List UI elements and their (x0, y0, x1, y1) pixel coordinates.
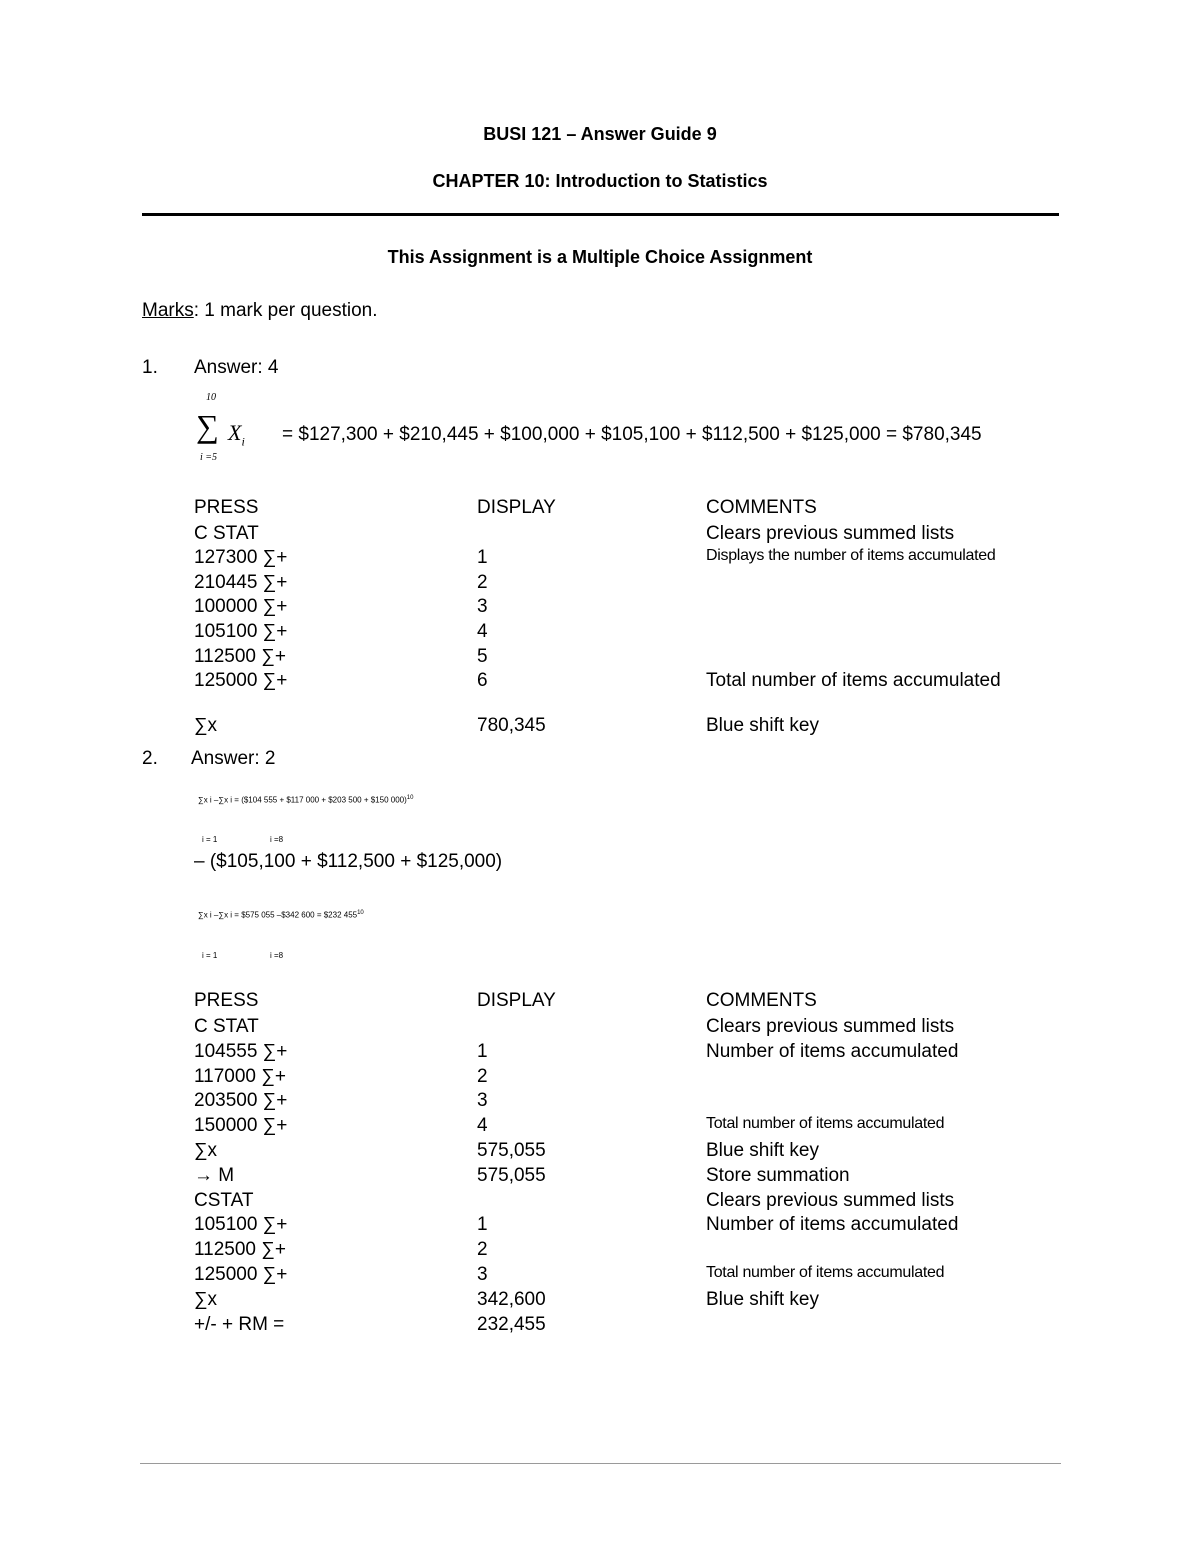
q1-sum-variable: $X_i$ (228, 420, 245, 449)
q1-header-display: DISPLAY (477, 497, 556, 518)
q2-header-press: PRESS (194, 990, 259, 1011)
q2-row-7-comment: Store summation (706, 1165, 850, 1186)
q2-row-6-comment: Blue shift key (706, 1140, 819, 1161)
q2-row-6-display: 575,055 (477, 1140, 546, 1161)
q1-row-6-display: 5 (477, 646, 488, 667)
q1-final-comment: Blue shift key (706, 715, 819, 736)
marks-text: : 1 mark per question. (193, 300, 378, 321)
q1-row-2-display: 1 (477, 547, 488, 568)
q1-row-7-press: 125000 ∑+ (194, 670, 288, 691)
q2-formula-2-lower-a: i = 1 (202, 951, 218, 960)
q2-row-10-display: 2 (477, 1239, 488, 1260)
q2-row-5-display: 4 (477, 1115, 488, 1136)
q2-row-1-press: C STAT (194, 1016, 259, 1037)
q1-row-3-press: 210445 ∑+ (194, 572, 288, 593)
q2-row-13-display: 232,455 (477, 1314, 546, 1335)
q2-row-9-display: 1 (477, 1214, 488, 1235)
q2-formula-2: ∑x i –∑x i = $575 055 –$342 600 = $232 $455^{10}$ (198, 910, 364, 920)
q2-row-7-display: 575,055 (477, 1165, 546, 1186)
q2-row-11-press: 125000 ∑+ (194, 1264, 288, 1285)
q2-row-4-press: 203500 ∑+ (194, 1090, 288, 1111)
q2-formula-1-lower-a: i = 1 (202, 835, 218, 844)
q2-formula-1-continued: – ($105,100 + $112,500 + $125,000) (194, 851, 503, 872)
q2-row-2-display: 1 (477, 1041, 488, 1062)
q1-sum-lower: i =5 (200, 452, 218, 463)
q2-formula-1: ∑x i –∑x i = ($104 555 + $117 000 + $203 500 + $150 000)$^{10}$ (198, 795, 414, 805)
q2-row-8-press: CSTAT (194, 1190, 254, 1211)
q2-row-7-press: → M (194, 1165, 235, 1186)
q2-row-2-comment: Number of items accumulated (706, 1041, 959, 1062)
q2-row-4-display: 3 (477, 1090, 488, 1111)
q2-row-5-press: 150000 ∑+ (194, 1115, 288, 1136)
q2-row-10-press: 112500 ∑+ (194, 1239, 286, 1260)
q2-row-9-press: 105100 ∑+ (194, 1214, 288, 1235)
q2-row-2-press: 104555 ∑+ (194, 1041, 288, 1062)
q1-row-7-display: 6 (477, 670, 488, 691)
q2-row-12-display: 342,600 (477, 1289, 546, 1310)
q1-row-5-display: 4 (477, 621, 488, 642)
marks-line (142, 300, 378, 322)
q1-row-4-display: 3 (477, 596, 488, 617)
q1-header-press: PRESS (194, 497, 259, 518)
q1-row-4-press: 100000 ∑+ (194, 596, 288, 617)
q2-number: 2. (142, 748, 158, 769)
q1-header-comments: COMMENTS (706, 497, 817, 518)
q2-header-comments: COMMENTS (706, 990, 817, 1011)
q1-row-3-display: 2 (477, 572, 488, 593)
q1-row-7-comment: Total number of items accumulated (706, 670, 1001, 691)
q2-row-13-press: +/- + RM = (194, 1314, 285, 1335)
q2-row-12-comment: Blue shift key (706, 1289, 819, 1310)
q2-answer: Answer: 2 (191, 748, 276, 769)
q1-sum-upper: 10 (206, 392, 216, 403)
q1-final-press: ∑x (194, 715, 218, 736)
q1-number: 1. (142, 357, 158, 378)
q2-row-11-display: 3 (477, 1264, 488, 1285)
marks-label: Marks (142, 300, 194, 321)
q1-equation: = $127,300 + $210,445 + $100,000 + $105,100 + $112,500 + $125,000 = $780,345 (282, 424, 982, 445)
q1-final-display: 780,345 (477, 715, 546, 736)
q2-row-12-press: ∑x (194, 1289, 218, 1310)
document-title: BUSI 121 – Answer Guide 9 (483, 124, 717, 144)
q1-row-2-press: 127300 ∑+ (194, 547, 288, 568)
q2-header-display: DISPLAY (477, 990, 556, 1011)
header-divider (142, 213, 1059, 216)
q1-row-1-press: C STAT (194, 523, 259, 544)
q2-row-3-press: 117000 ∑+ (194, 1066, 286, 1087)
q2-row-1-comment: Clears previous summed lists (706, 1016, 955, 1037)
chapter-title: CHAPTER 10: Introduction to Statistics (432, 171, 768, 191)
q2-row-3-display: 2 (477, 1066, 488, 1087)
q2-row-8-comment: Clears previous summed lists (706, 1190, 955, 1211)
footer-divider (140, 1463, 1061, 1464)
q1-sigma-icon: ∑ (196, 408, 219, 444)
q1-answer: Answer: 4 (194, 357, 279, 378)
assignment-subtitle: This Assignment is a Multiple Choice Assignment (387, 247, 813, 267)
q1-row-6-press: 112500 ∑+ (194, 646, 286, 667)
q2-formula-1-lower-b: i =8 (270, 835, 284, 844)
q2-row-11-comment: Total number of items accumulated (706, 1264, 945, 1281)
q2-formula-2-lower-b: i =8 (270, 951, 284, 960)
q2-row-5-comment: Total number of items accumulated (706, 1115, 945, 1132)
q2-row-9-comment: Number of items accumulated (706, 1214, 959, 1235)
q1-row-1-comment: Clears previous summed lists (706, 523, 955, 544)
q2-row-6-press: ∑x (194, 1140, 218, 1161)
q1-row-5-press: 105100 ∑+ (194, 621, 288, 642)
q1-row-2-comment: Displays the number of items accumulated (706, 547, 996, 564)
